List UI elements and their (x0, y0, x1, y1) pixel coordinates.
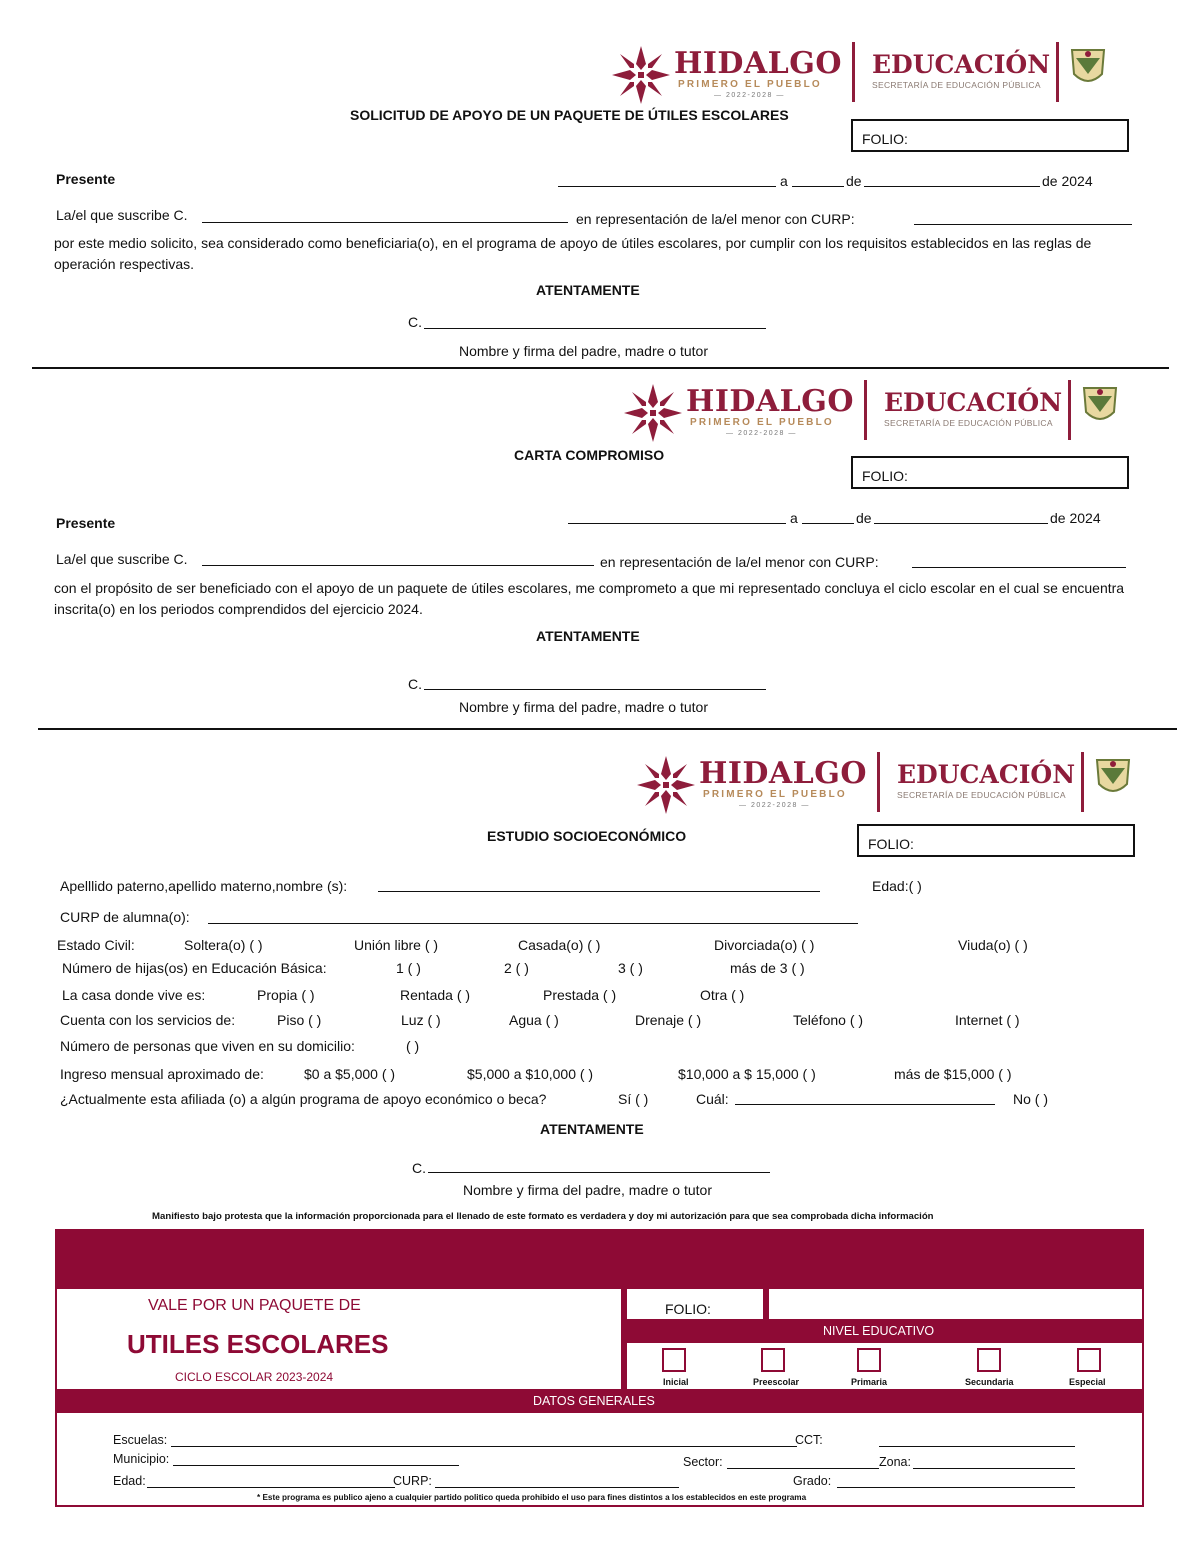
nivel-title: NIVEL EDUCATIVO (823, 1324, 935, 1338)
protesta-text: Manifiesto bajo protesta que la información proporcionada para el llenado de este formato es verdadera y doy mi autorización para que sea comprobada dicha información (152, 1211, 934, 1222)
logo-divider (864, 380, 867, 440)
sector-label: Sector: (683, 1455, 723, 1469)
name-field-1[interactable] (202, 222, 568, 223)
atentamente-1: ATENTAMENTE (536, 282, 640, 298)
datos-band (57, 1389, 1142, 1413)
firma-label-3: Nombre y firma del padre, madre o tutor (463, 1182, 712, 1198)
c-label-3: C. (412, 1160, 426, 1176)
apellidos-field[interactable] (378, 891, 820, 892)
option-agua[interactable]: Agua ( ) (509, 1012, 559, 1028)
header-logo-2 (622, 380, 1132, 444)
option-beca-no[interactable]: No ( ) (1013, 1091, 1048, 1107)
hidalgo-star-icon (635, 754, 697, 816)
state-seal-icon (1093, 754, 1133, 810)
date-a-1: a (780, 173, 788, 189)
body-paragraph-1: por este medio solicito, sea considerado como beneficiaria(o), en el programa de apoyo de útiles escolares, por cumplir con los requisitos establecidos en las reglas de operación respectivas. (54, 235, 1092, 272)
curp-voucher-field[interactable] (435, 1487, 679, 1488)
voucher-header-band (57, 1231, 1142, 1289)
zona-field[interactable] (913, 1468, 1075, 1469)
state-seal-icon (1080, 382, 1120, 438)
logo-divider (1068, 380, 1071, 440)
hidalgo-star-icon (622, 382, 684, 444)
municipio-label: Municipio: (113, 1452, 170, 1466)
escuelas-label: Escuelas: (113, 1433, 168, 1447)
dept-subtitle: SECRETARÍA DE EDUCACIÓN PÚBLICA (884, 418, 1053, 428)
option-viuda[interactable]: Viuda(o) ( ) (958, 937, 1028, 953)
place-field-2[interactable] (568, 523, 786, 524)
option-hijos-mas-3[interactable]: más de 3 ( ) (730, 960, 805, 976)
day-field-1[interactable] (792, 186, 844, 187)
option-rentada[interactable]: Rentada ( ) (400, 987, 471, 1003)
logo-divider (852, 42, 855, 102)
c-label-2: C. (408, 676, 422, 692)
checkbox-primaria[interactable] (857, 1348, 881, 1372)
datos-title: DATOS GENERALES (533, 1394, 655, 1408)
representacion-label-1: en representación de la/el menor con CURP: (576, 211, 855, 227)
signature-field-1[interactable] (424, 328, 766, 329)
atentamente-3: ATENTAMENTE (540, 1121, 644, 1137)
dept-subtitle: SECRETARÍA DE EDUCACIÓN PÚBLICA (872, 80, 1041, 90)
option-ingreso-0-5000[interactable]: $0 a $5,000 ( ) (304, 1066, 396, 1082)
curp-voucher-label: CURP: (393, 1474, 432, 1488)
option-otra[interactable]: Otra ( ) (700, 987, 745, 1003)
label-inicial: Inicial (663, 1377, 689, 1387)
municipio-field[interactable] (173, 1465, 459, 1466)
folio-label: FOLIO: (862, 131, 908, 147)
checkbox-inicial[interactable] (662, 1348, 686, 1372)
section-divider-1 (32, 367, 1169, 369)
dept-name: EDUCACIÓN (884, 388, 1063, 417)
label-primaria: Primaria (851, 1377, 888, 1387)
option-luz[interactable]: Luz ( ) (401, 1012, 441, 1028)
option-soltera[interactable]: Soltera(o) ( ) (184, 937, 263, 953)
checkbox-especial[interactable] (1077, 1348, 1101, 1372)
cct-label: CCT: (795, 1433, 823, 1447)
option-telefono[interactable]: Teléfono ( ) (793, 1012, 864, 1028)
section2-title: CARTA COMPROMISO (514, 447, 665, 463)
section3-title: ESTUDIO SOCIOECONÓMICO (487, 828, 687, 844)
brand-tagline: PRIMERO EL PUEBLO (703, 789, 847, 800)
logo-divider (877, 752, 880, 812)
nivel-band (621, 1319, 1142, 1343)
voucher-footer: * Este programa es publico ajeno a cualquier partido politico queda prohibido el uso para fines distintos a los establecidos en este programa (257, 1493, 807, 1502)
curp-field-1[interactable] (914, 224, 1132, 225)
suscribe-label-1: La/el que suscribe C. (56, 207, 188, 223)
folio-divider (621, 1289, 627, 1319)
estado-civil-label: Estado Civil: (57, 937, 135, 953)
dept-subtitle: SECRETARÍA DE EDUCACIÓN PÚBLICA (897, 790, 1066, 800)
curp-alumno-field[interactable] (208, 923, 858, 924)
date-year-2: de 2024 (1050, 510, 1101, 526)
option-divorciada[interactable]: Divorciada(o) ( ) (714, 937, 815, 953)
option-propia[interactable]: Propia ( ) (257, 987, 315, 1003)
option-prestada[interactable]: Prestada ( ) (543, 987, 617, 1003)
personas-label: Número de personas que viven en su domicilio: (60, 1038, 355, 1054)
brand-years: — 2022-2028 — (714, 92, 785, 99)
ingreso-label: Ingreso mensual aproximado de: (60, 1066, 264, 1082)
option-internet[interactable]: Internet ( ) (955, 1012, 1020, 1028)
hijos-label: Número de hijas(os) en Educación Básica: (62, 960, 327, 976)
presente-label-1: Presente (56, 171, 116, 187)
section1-title: SOLICITUD DE APOYO DE UN PAQUETE DE ÚTILES ESCOLARES (350, 107, 789, 123)
presente-label-2: Presente (56, 515, 116, 531)
option-ingreso-10000-15000[interactable]: $10,000 a $ 15,000 ( ) (678, 1066, 816, 1082)
option-hijos-2[interactable]: 2 ( ) (504, 960, 529, 976)
place-field-1[interactable] (558, 186, 776, 187)
option-piso[interactable]: Piso ( ) (277, 1012, 322, 1028)
dept-name: EDUCACIÓN (872, 50, 1051, 79)
apellidos-label: Apelllido paterno,apellido materno,nombre (s): (60, 878, 348, 894)
voucher (55, 1229, 1144, 1507)
firma-label-1: Nombre y firma del padre, madre o tutor (459, 343, 708, 359)
name-field-2[interactable] (202, 565, 594, 566)
folio-box-1[interactable] (851, 119, 1129, 152)
signature-field-3[interactable] (428, 1172, 770, 1173)
logo-divider (1056, 42, 1059, 102)
label-especial: Especial (1069, 1377, 1106, 1387)
month-field-1[interactable] (864, 186, 1040, 187)
dept-name: EDUCACIÓN (897, 760, 1076, 789)
section-divider-2 (38, 728, 1177, 730)
header-logo-1 (610, 42, 1120, 106)
cct-field[interactable] (879, 1446, 1075, 1447)
option-ingreso-mas-15000[interactable]: más de $15,000 ( ) (894, 1066, 1012, 1082)
option-drenaje[interactable]: Drenaje ( ) (635, 1012, 702, 1028)
sector-field[interactable] (727, 1468, 879, 1469)
edad-label: Edad:( ) (872, 878, 922, 894)
date-year-1: de 2024 (1042, 173, 1093, 189)
grado-field[interactable] (837, 1487, 1075, 1488)
servicios-label: Cuenta con los servicios de: (60, 1012, 236, 1028)
brand-name: HIDALGO (686, 384, 855, 419)
ciclo-label: CICLO ESCOLAR 2023-2024 (175, 1370, 334, 1384)
folio-label: FOLIO: (862, 468, 908, 484)
state-seal-icon (1068, 44, 1108, 100)
nivel-left-border (621, 1343, 627, 1389)
brand-name: HIDALGO (674, 46, 843, 81)
vale-title: VALE POR UN PAQUETE DE (148, 1297, 361, 1314)
suscribe-label-2: La/el que suscribe C. (56, 551, 188, 567)
beca-question: ¿Actualmente esta afiliada (o) a algún programa de apoyo económico o beca? (60, 1091, 547, 1107)
body-paragraph-2: con el propósito de ser beneficiado con el apoyo de un paquete de útiles escolares, me comprometo a que mi representado concluya el ciclo escolar en el cual se encuentra inscrita(o) en los periodos comprendidos del ejercicio 2024. (54, 580, 1125, 617)
folio-label: FOLIO: (868, 836, 914, 852)
checkbox-secundaria[interactable] (977, 1348, 1001, 1372)
zona-label: Zona: (879, 1455, 911, 1469)
voucher-folio-field[interactable] (769, 1289, 1142, 1319)
edad-voucher-label: Edad: (113, 1474, 146, 1488)
label-preescolar: Preescolar (753, 1377, 800, 1387)
representacion-label-2: en representación de la/el menor con CURP: (600, 554, 879, 570)
date-a-2: a (790, 510, 798, 526)
beca-cual-label: Cuál: (696, 1091, 729, 1107)
logo-divider (1081, 752, 1084, 812)
utiles-title: UTILES ESCOLARES (127, 1329, 389, 1359)
option-ingreso-5000-10000[interactable]: $5,000 a $10,000 ( ) (467, 1066, 594, 1082)
option-beca-si[interactable]: Sí ( ) (618, 1091, 649, 1107)
option-union-libre[interactable]: Unión libre ( ) (354, 937, 439, 953)
option-hijos-1[interactable]: 1 ( ) (396, 960, 421, 976)
personas-field[interactable]: ( ) (406, 1038, 420, 1054)
firma-label-2: Nombre y firma del padre, madre o tutor (459, 699, 708, 715)
label-secundaria: Secundaria (965, 1377, 1014, 1387)
edad-voucher-field[interactable] (147, 1487, 395, 1488)
option-casada[interactable]: Casada(o) ( ) (518, 937, 601, 953)
hidalgo-star-icon (610, 44, 672, 106)
brand-tagline: PRIMERO EL PUEBLO (678, 79, 822, 90)
brand-tagline: PRIMERO EL PUEBLO (690, 417, 834, 428)
atentamente-2: ATENTAMENTE (536, 628, 640, 644)
folio-box-3[interactable] (857, 824, 1135, 857)
curp-alumno-label: CURP de alumna(o): (60, 909, 190, 925)
month-field-2[interactable] (874, 523, 1048, 524)
day-field-2[interactable] (802, 523, 854, 524)
header-logo-3 (635, 752, 1145, 816)
brand-years: — 2022-2028 — (739, 802, 810, 809)
signature-field-2[interactable] (424, 689, 766, 690)
c-label-1: C. (408, 314, 422, 330)
curp-field-2[interactable] (912, 567, 1126, 568)
grado-label: Grado: (793, 1474, 832, 1488)
voucher-folio-label: FOLIO: (665, 1301, 711, 1317)
brand-name: HIDALGO (699, 756, 868, 791)
date-de-1: de (846, 173, 862, 189)
checkbox-preescolar[interactable] (761, 1348, 785, 1372)
date-de-2: de (856, 510, 872, 526)
casa-label: La casa donde vive es: (62, 987, 206, 1003)
folio-box-2[interactable] (851, 456, 1129, 489)
option-hijos-3[interactable]: 3 ( ) (618, 960, 643, 976)
escuelas-field[interactable] (171, 1446, 797, 1447)
brand-years: — 2022-2028 — (726, 430, 797, 437)
beca-cual-field[interactable] (735, 1104, 995, 1105)
